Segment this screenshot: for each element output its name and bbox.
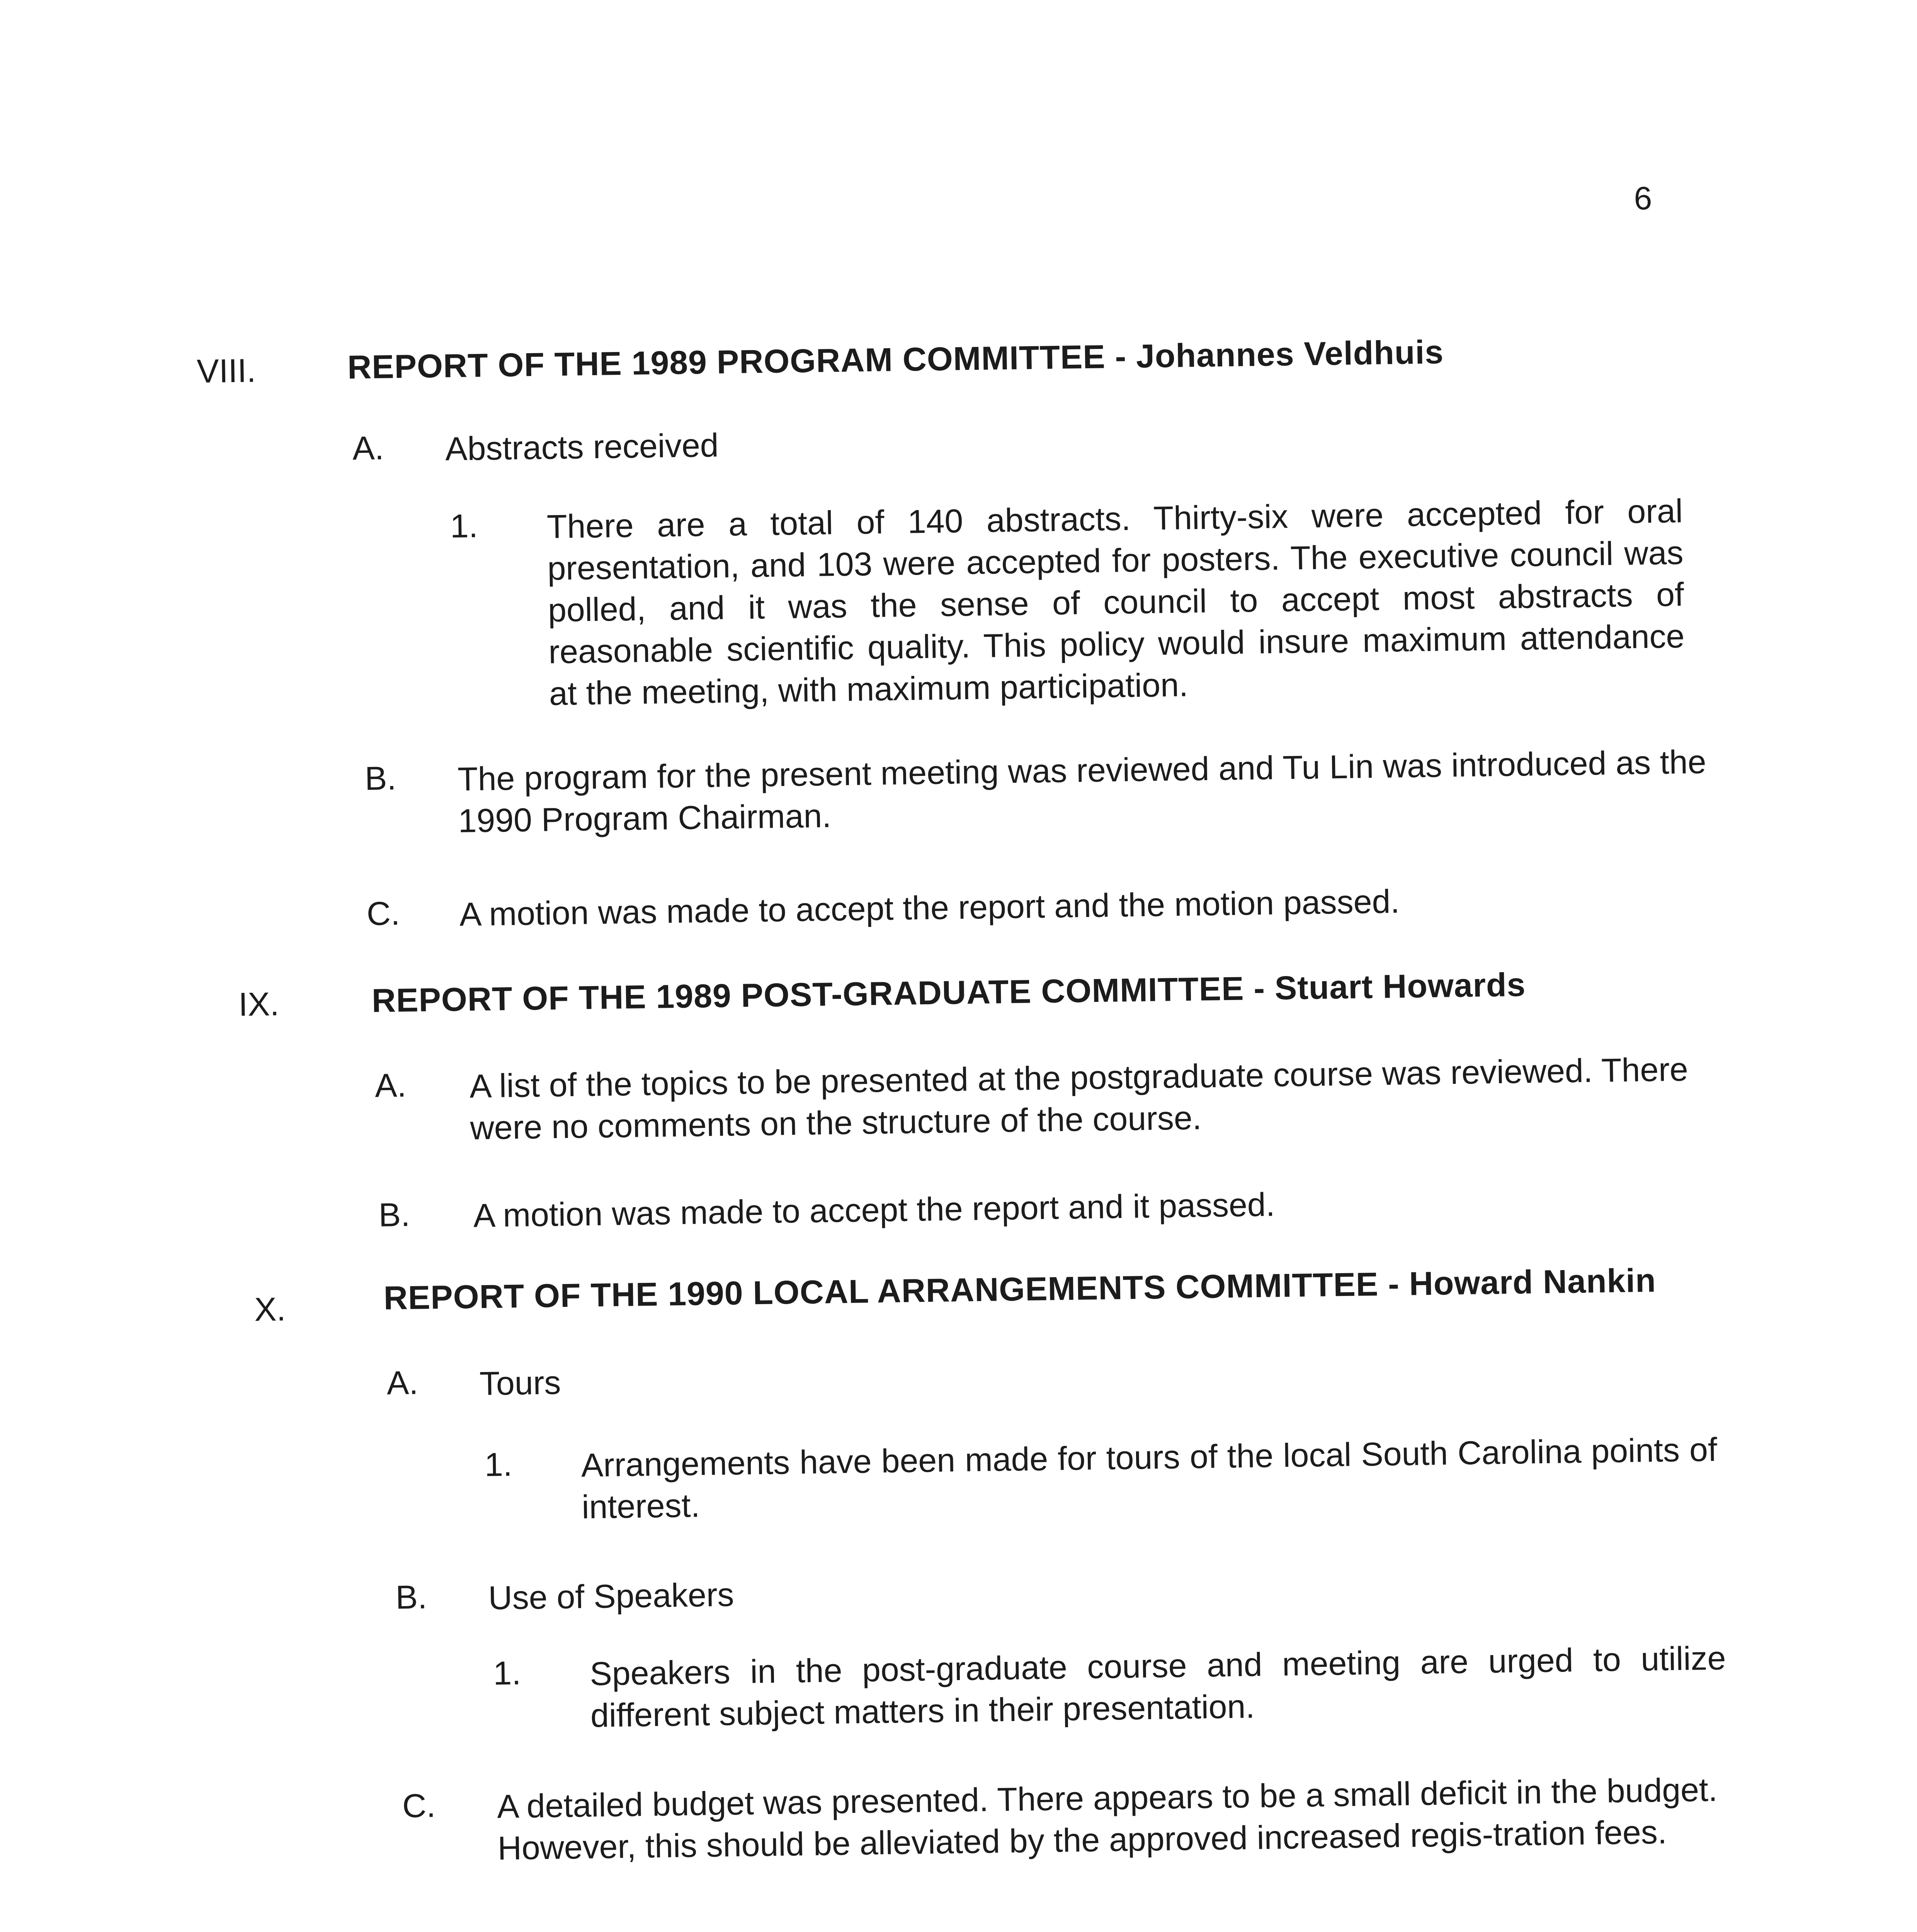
section-title: REPORT OF THE 1989 POST-GRADUATE COMMITTEE - Stuart Howards bbox=[371, 966, 1526, 1020]
item-text: The program for the present meeting was reviewed and Tu Lin was introduced as the 1990 Program Chairman. bbox=[457, 743, 1707, 840]
item-label: B. bbox=[364, 760, 397, 798]
subitem-label: 1. bbox=[450, 507, 478, 545]
item-text: A detailed budget was presented. There appears to be a small deficit in the budget. However, this should be alleviated by the approved increased regis-tration fees. bbox=[497, 1771, 1718, 1867]
subitem-text: There are a total of 140 abstracts. Thirty-six were accepted for oral presentation, and 103 were accepted for posters. The executive council was polled, and it was the sense of council to accept most abstracts of reasonable scientific quality. This policy would insure maximum attendance at the meeting, with maximum participation. bbox=[546, 492, 1685, 713]
item-label: C. bbox=[402, 1787, 436, 1825]
subitem-text: Arrangements have been made for tours of the local South Carolina points of interest. bbox=[581, 1431, 1718, 1526]
section-title: REPORT OF THE 1990 LOCAL ARRANGEMENTS COMMITTEE - Howard Nankin bbox=[383, 1262, 1657, 1317]
item-label: A. bbox=[386, 1364, 418, 1402]
item-label: B. bbox=[395, 1578, 427, 1616]
item-label: A. bbox=[352, 429, 384, 467]
section-numeral: VIII. bbox=[196, 352, 256, 390]
subitem-text: Speakers in the post-graduate course and meeting are urged to utilize different subject matters in their presentation. bbox=[589, 1639, 1726, 1735]
subitem-label: 1. bbox=[484, 1446, 513, 1484]
item-label: B. bbox=[378, 1196, 410, 1234]
section-title: REPORT OF THE 1989 PROGRAM COMMITTEE - Johannes Veldhuis bbox=[347, 333, 1444, 386]
item-text: Abstracts received bbox=[445, 427, 719, 468]
item-text: Tours bbox=[479, 1364, 561, 1403]
subitem-label: 1. bbox=[493, 1654, 521, 1692]
item-text: A motion was made to accept the report and it passed. bbox=[473, 1186, 1276, 1235]
item-label: C. bbox=[366, 895, 400, 933]
page-number: 6 bbox=[1633, 180, 1652, 217]
item-text: Use of Speakers bbox=[488, 1576, 735, 1617]
item-text: A motion was made to accept the report and the motion passed. bbox=[459, 883, 1400, 933]
item-label: A. bbox=[374, 1066, 407, 1105]
item-text: A list of the topics to be presented at the postgraduate course was reviewed. There were no comments on the structure of the course. bbox=[469, 1051, 1689, 1147]
section-numeral: X. bbox=[254, 1291, 286, 1328]
section-numeral: IX. bbox=[238, 985, 280, 1023]
